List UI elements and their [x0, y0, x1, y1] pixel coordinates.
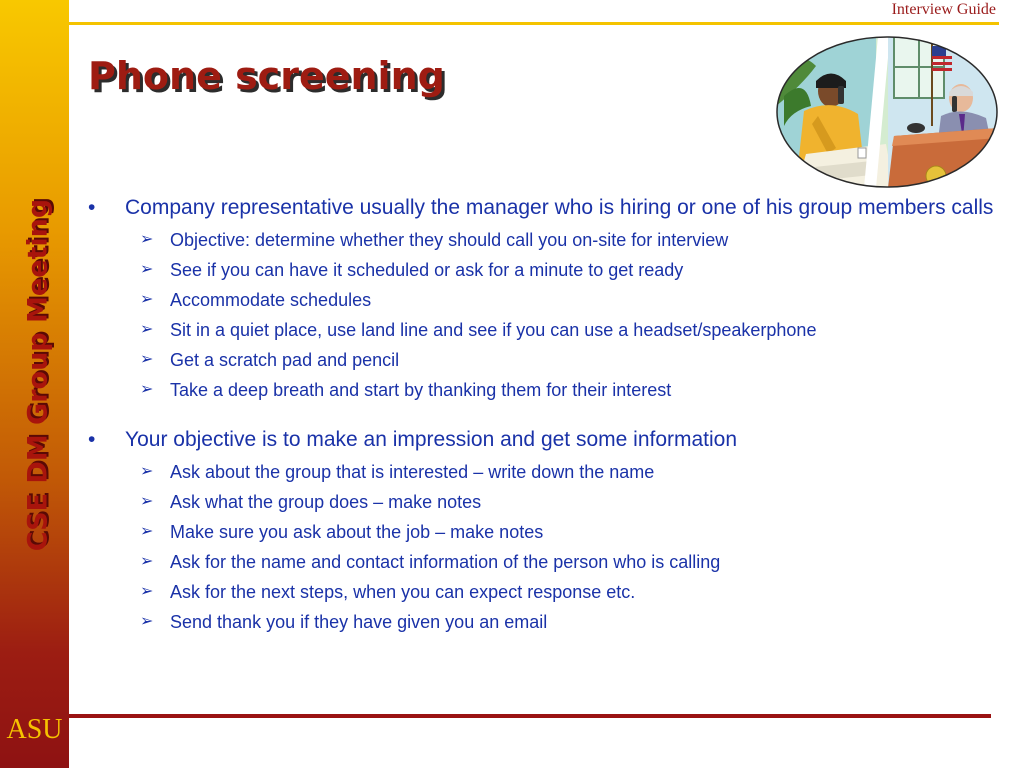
slide-content [88, 194, 998, 637]
sub-bullet-text: Get a scratch pad and pencil [170, 350, 400, 370]
sub-bullet-text: Send thank you if they have given you an email [170, 612, 548, 632]
sidebar-title: CSE DM Group Meeting [22, 198, 54, 552]
sub-bullet-text: See if you can have it scheduled or ask for a minute to get ready [170, 260, 684, 280]
sub-bullet-list [88, 225, 998, 405]
arrow-bullet-icon: ➢ [140, 231, 154, 248]
sub-bullet-item [88, 547, 998, 577]
footer-logo-text: ASU [6, 714, 63, 745]
bullet-item [88, 194, 998, 222]
sub-bullet-item [88, 517, 998, 547]
sub-bullet-item [88, 375, 998, 405]
slide-title: Phone screening [88, 54, 445, 98]
header-label: Interview Guide [891, 1, 996, 18]
sub-bullet-text: Make sure you ask about the job – make notes [170, 522, 544, 542]
sub-bullet-item [88, 285, 998, 315]
sub-bullet-item [88, 607, 998, 637]
phone-call-clipart-icon [776, 36, 998, 188]
arrow-bullet-icon: ➢ [140, 613, 154, 630]
sub-bullet-text: Ask for the next steps, when you can expect response etc. [170, 582, 636, 602]
bullet-dot-icon: • [88, 428, 96, 451]
sub-bullet-item [88, 577, 998, 607]
sub-bullet-text: Ask for the name and contact information of the person who is calling [170, 552, 721, 572]
bullet-item [88, 426, 998, 454]
arrow-bullet-icon: ➢ [140, 463, 154, 480]
sub-bullet-item [88, 487, 998, 517]
bullet-text: Your objective is to make an impression and get some information [125, 428, 738, 451]
sub-bullet-text: Sit in a quiet place, use land line and see if you can use a headset/speakerphone [170, 320, 817, 340]
bullet-dot-icon: • [88, 196, 96, 219]
arrow-bullet-icon: ➢ [140, 351, 154, 368]
arrow-bullet-icon: ➢ [140, 583, 154, 600]
arrow-bullet-icon: ➢ [140, 321, 154, 338]
sub-bullet-item [88, 345, 998, 375]
sub-bullet-item [88, 225, 998, 255]
sub-bullet-item [88, 457, 998, 487]
sub-bullet-text: Take a deep breath and start by thanking them for their interest [170, 380, 672, 400]
arrow-bullet-icon: ➢ [140, 493, 154, 510]
bottom-rule [69, 714, 991, 718]
arrow-bullet-icon: ➢ [140, 381, 154, 398]
sidebar-band [0, 0, 69, 768]
sub-bullet-item [88, 255, 998, 285]
arrow-bullet-icon: ➢ [140, 291, 154, 308]
sub-bullet-list [88, 457, 998, 637]
arrow-bullet-icon: ➢ [140, 553, 154, 570]
bullet-text: Company representative usually the manager who is hiring or one of his group members calls [125, 196, 994, 219]
arrow-bullet-icon: ➢ [140, 523, 154, 540]
sub-bullet-text: Accommodate schedules [170, 290, 372, 310]
sub-bullet-text: Ask about the group that is interested – write down the name [170, 462, 655, 482]
sub-bullet-text: Objective: determine whether they should call you on-site for interview [170, 230, 729, 250]
arrow-bullet-icon: ➢ [140, 261, 154, 278]
top-rule [69, 22, 999, 25]
sub-bullet-item [88, 315, 998, 345]
sub-bullet-text: Ask what the group does – make notes [170, 492, 482, 512]
